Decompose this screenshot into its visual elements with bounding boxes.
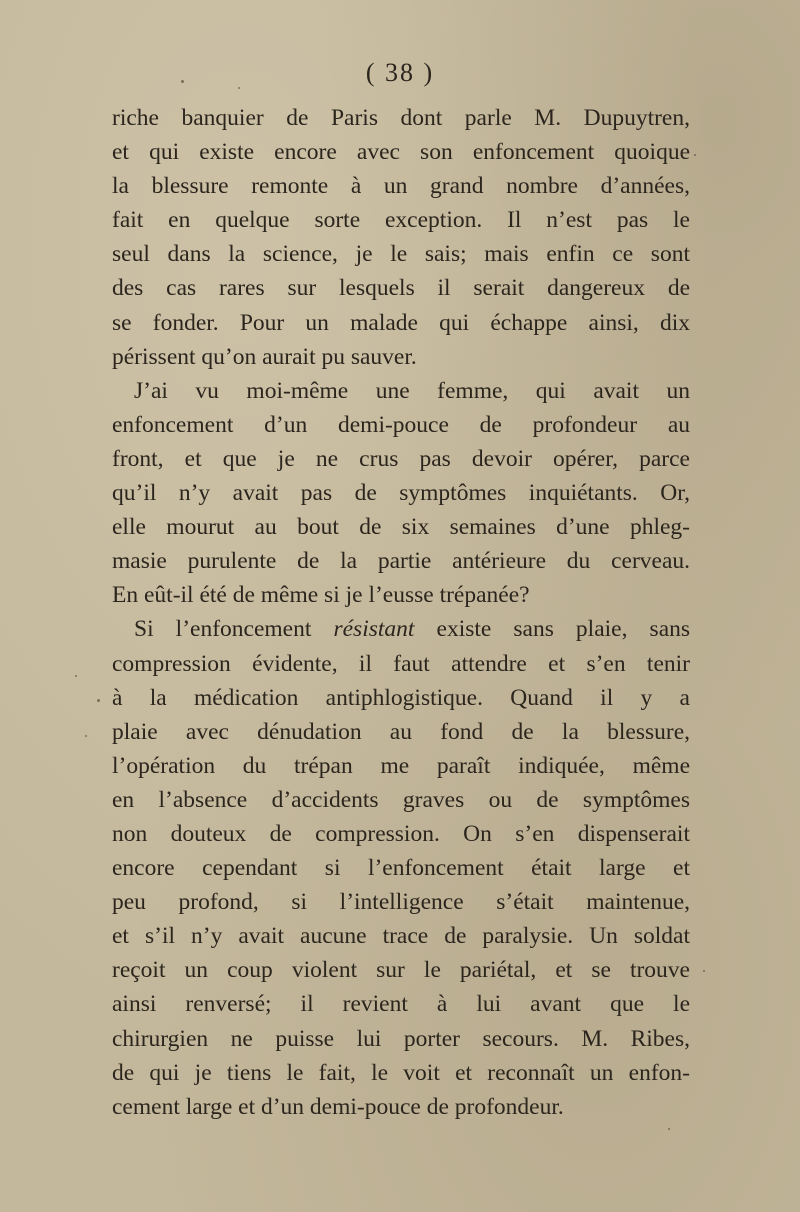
text-line: J’ai vu moi-même une femme, qui avait un [134, 377, 690, 404]
text-line: masie purulente de la partie antérieure du cerveau. [112, 548, 690, 575]
text-line: peu profond, si l’intelligence s’était maintenue, [112, 889, 690, 916]
text-line [112, 612, 690, 646]
text-line: en l’absence d’accidents graves ou de symptômes [112, 786, 690, 813]
paper-speck [75, 675, 77, 677]
text-line: elle mourut au bout de six semaines d’une phleg- [112, 514, 690, 541]
text-line: seul dans la science, je le sais; mais enfin ce sont [112, 241, 690, 268]
paper-speck [238, 87, 240, 89]
text-line: plaie avec dénudation au fond de la blessure, [112, 718, 690, 745]
text-line: l’opération du trépan me paraît indiquée, même [112, 752, 690, 779]
paragraph-3 [112, 612, 690, 1123]
paper-speck [85, 735, 87, 737]
paper-speck [694, 154, 696, 156]
text-line: ainsi renversé; il revient à lui avant que le [112, 991, 690, 1018]
text-line: encore cependant si l’enfoncement était large et [112, 855, 690, 882]
text-line: et s’il n’y avait aucune trace de paralysie. Un soldat [112, 923, 690, 950]
body-text [112, 101, 690, 1124]
text-line: qu’il n’y avait pas de symptômes inquiétants. Or, [112, 480, 690, 507]
text-line: la blessure remonte à un grand nombre d’années, [112, 173, 690, 200]
paragraph-2 [112, 374, 690, 613]
paper-speck [97, 699, 100, 702]
paper-speck [668, 1128, 670, 1130]
text-run: Si l’enfoncement [134, 616, 312, 643]
text-line: des cas rares sur lesquels il serait dangereux de [112, 275, 690, 302]
text-line: riche banquier de Paris dont parle M. Dupuytren, [112, 105, 690, 131]
text-line: front, et que je ne crus pas devoir opérer, parce [112, 445, 690, 472]
text-line: se fonder. Pour un malade qui échappe ainsi, dix [112, 309, 690, 336]
text-line: chirurgien ne puisse lui porter secours. M. Ribes, [112, 1025, 690, 1052]
text-line: à la médication antiphlogistique. Quand il y a [112, 684, 690, 711]
paper-speck [181, 80, 184, 83]
text-line: non douteux de compression. On s’en dispenserait [112, 820, 690, 847]
text-line: reçoit un coup violent sur le pariétal, et se trouve [112, 957, 690, 984]
text-line: périssent qu’on aurait pu sauver. [112, 343, 417, 370]
italic-word: résistant [333, 616, 415, 643]
text-line: et qui existe encore avec son enfoncement quoique [112, 139, 690, 166]
text-line: fait en quelque sorte exception. Il n’est pas le [112, 207, 690, 234]
text-line: de qui je tiens le fait, le voit et reconnaît un enfon- [112, 1059, 690, 1086]
page-number: ( 38 ) [365, 58, 435, 87]
text-line: En eût-il été de même si je l’eusse trépanée? [112, 582, 530, 609]
text-line: compression évidente, il faut attendre et s’en tenir [112, 650, 690, 677]
text-run: existe sans plaie, sans [436, 616, 691, 643]
paper-speck [703, 970, 705, 972]
text-line: cement large et d’un demi-pouce de profondeur. [112, 1093, 564, 1120]
paragraph-1 [112, 101, 690, 374]
text-line: enfoncement d’un demi-pouce de profondeur au [112, 411, 690, 438]
